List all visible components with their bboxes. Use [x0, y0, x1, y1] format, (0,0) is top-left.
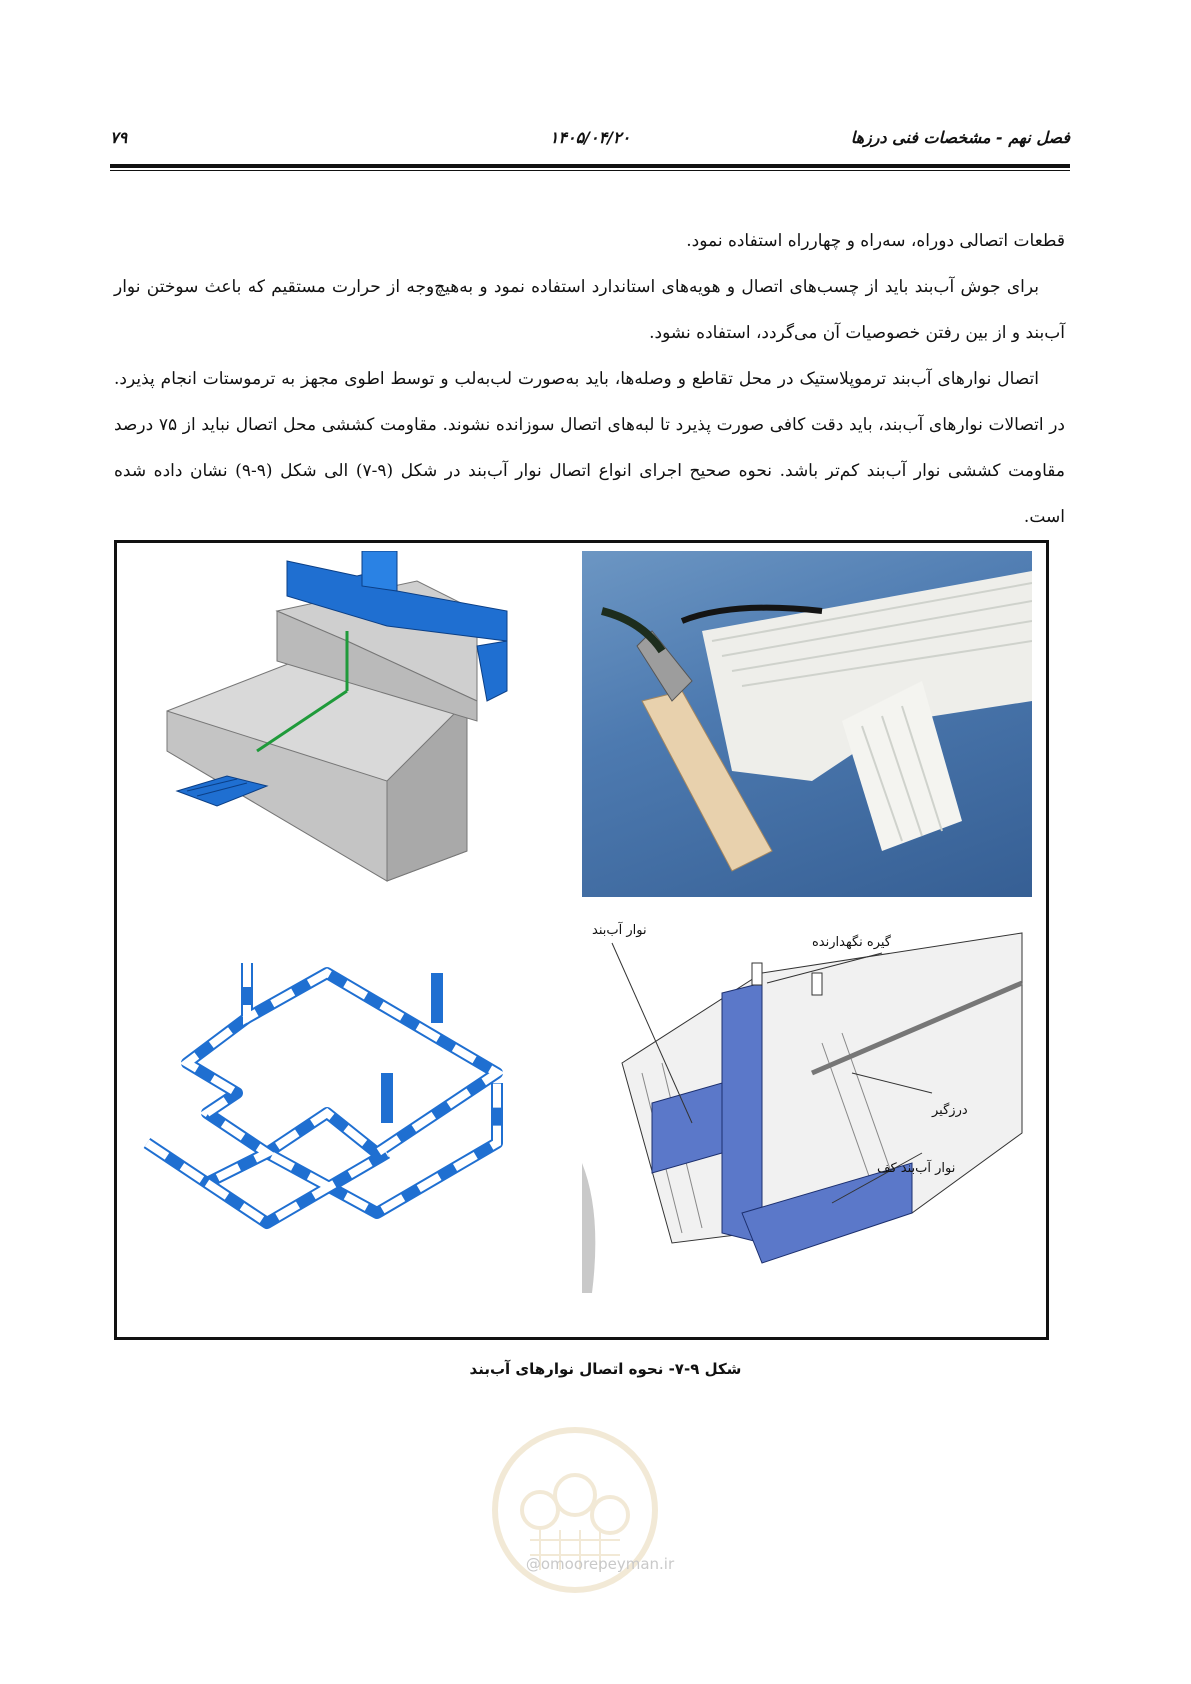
- body-text: [114, 218, 1065, 540]
- watermark-site: @omoorepeyman.ir: [525, 1555, 675, 1573]
- page-header: [110, 128, 1070, 152]
- waterstop-grid-illustration: [127, 943, 557, 1293]
- watermark-logo: [480, 1415, 670, 1605]
- chapter-title: فصل نهم - مشخصات فنی درزها: [850, 128, 1070, 147]
- paragraph-2: برای جوش آب‌بند باید از چسب‌های اتصال و هویه‌های استاندارد استفاده نمود و به‌هیچ‌وجه از حرارت مستقیم که باعث سوختن نوار آب‌بند و از بین رفتن خصوصیات آن می‌گردد، استفاده نشود.: [114, 277, 1065, 343]
- label-retaining-clip: گیره نگهدارنده: [812, 935, 891, 950]
- waterstop-photo: [582, 551, 1032, 897]
- paragraph-1: قطعات اتصالی دوراه، سه‌راه و چهارراه استفاده نمود.: [686, 231, 1065, 251]
- label-waterstop: نوار آب‌بند: [592, 923, 647, 938]
- figure-frame: [114, 540, 1049, 1340]
- header-rule-thin: [110, 170, 1070, 171]
- figure-caption: شکل ۹-۷- نحوه اتصال نوارهای آب‌بند: [469, 1360, 742, 1378]
- label-joint-filler: درزگیر: [932, 1103, 968, 1118]
- paragraph-3: اتصال نوارهای آب‌بند ترموپلاستیک در محل تقاطع و وصله‌ها، باید به‌صورت لب‌به‌لب و توسط اطوی مجهز به ترموستات انجام پذیرد. در اتصالات نوارهای آب‌بند، باید دقت کافی صورت پذیرد تا لبه‌های اتصال سوزانده نشوند. مقاومت کششی محل اتصال نباید از ۷۵ درصد مقاومت کششی نوار آب‌بند کم‌تر باشد. نحوه صحیح اجرای انواع اتصال نوار آب‌بند در شکل (۹-۷) الی شکل (۹-۹) نشان داده شده است.: [114, 369, 1066, 527]
- header-date: ۱۴۰۵/۰۴/۲۰: [549, 128, 631, 147]
- header-rule-thick: [110, 164, 1070, 168]
- concrete-block-illustration: [147, 551, 547, 891]
- label-floor-waterstop: نوار آب‌بند کف: [877, 1161, 956, 1176]
- joint-section-illustration: [582, 913, 1032, 1323]
- page-number: ۷۹: [110, 128, 128, 147]
